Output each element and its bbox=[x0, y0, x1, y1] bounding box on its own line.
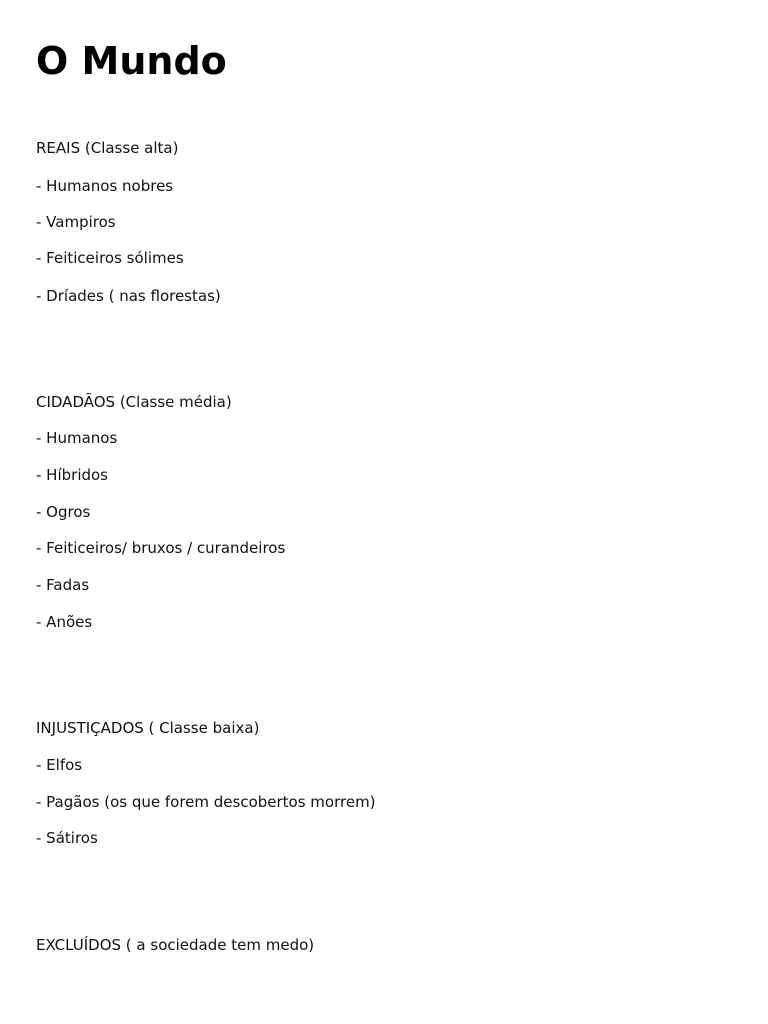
section-heading-reais: REAIS (Classe alta) bbox=[36, 139, 179, 157]
list-item: - Pagãos (os que forem descobertos morrem) bbox=[36, 793, 376, 811]
section-heading-injusticados: INJUSTIÇADOS ( Classe baixa) bbox=[36, 719, 260, 737]
list-item: - Humanos nobres bbox=[36, 177, 174, 195]
list-item: - Feiticeiros/ bruxos / curandeiros bbox=[36, 539, 286, 557]
page-title: O Mundo bbox=[36, 39, 227, 83]
list-item: - Sátiros bbox=[36, 829, 98, 847]
list-item: - Fadas bbox=[36, 576, 90, 594]
list-item: - Dríades ( nas florestas) bbox=[36, 287, 221, 305]
list-item: - Humanos bbox=[36, 429, 118, 447]
list-item: - Feiticeiros sólimes bbox=[36, 249, 184, 267]
list-item: - Ogros bbox=[36, 503, 91, 521]
section-heading-cidadaos: CIDADÃOS (Classe média) bbox=[36, 393, 232, 411]
list-item: - Vampiros bbox=[36, 213, 116, 231]
section-heading-excluidos: EXCLUÍDOS ( a sociedade tem medo) bbox=[36, 936, 315, 954]
list-item: - Elfos bbox=[36, 756, 83, 774]
list-item: - Híbridos bbox=[36, 466, 108, 484]
list-item: - Anões bbox=[36, 613, 93, 631]
